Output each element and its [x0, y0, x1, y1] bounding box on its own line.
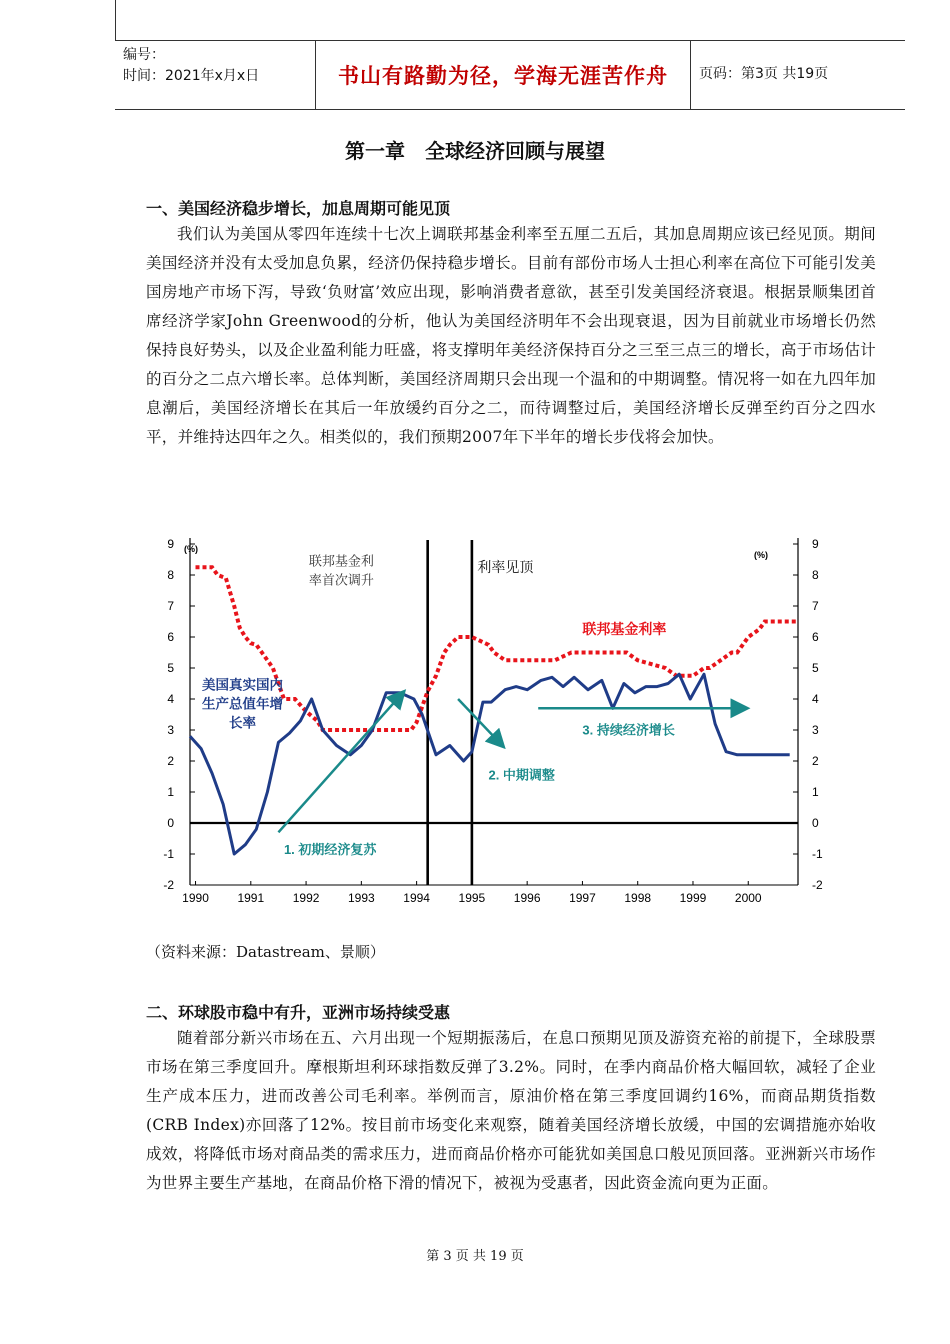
- x-tick-label: 1991: [237, 891, 265, 905]
- first-hike-label-line1: 联邦基金利: [308, 553, 374, 569]
- x-tick-label: 1996: [513, 891, 541, 905]
- y-tick-label-right: -1: [812, 847, 823, 861]
- y-tick-label-right: 9: [812, 537, 819, 551]
- unit-left: (%): [184, 544, 198, 554]
- y-tick-label-left: 8: [167, 568, 174, 582]
- chart-svg: [150, 530, 823, 910]
- y-tick-label-left: 4: [167, 692, 174, 706]
- section2-paragraph: 随着部分新兴市场在五、六月出现一个短期振荡后，在息口预期见顶及游资充裕的前提下，全球股票市场在第三季度回升。摩根斯坦利环球指数反弹了3.2%。同时，在季内商品价格大幅回软，减轻了企业生产成本压力，进而改善公司毛利率。举例而言，原油价格在第三季度回调约16%，而商品期货指数(CRB Index)亦回落了12%。按目前市场变化来观察，随着美国经济增长放缓，中国的宏调措施亦始收成效，将降低市场对商品类的需求压力，进而商品价格亦可能犹如美国息口般见顶回落。亚洲新兴市场作为世界主要生产基地，在商品价格下滑的情况下，被视为受惠者，因此资金流向更为正面。: [146, 1029, 876, 1192]
- x-tick-label: 1995: [458, 891, 486, 905]
- x-tick-label: 1990: [182, 891, 209, 905]
- x-tick-label: 1998: [624, 891, 652, 905]
- x-tick-label: 1992: [292, 891, 320, 905]
- x-tick-label: 1993: [347, 891, 375, 905]
- phase2-label: 2. 中期调整: [488, 767, 555, 783]
- y-tick-label-left: 1: [167, 785, 174, 799]
- header-page-number: 页码：第3页 共19页: [699, 66, 829, 82]
- fed-rate-series-label: 联邦基金利率: [582, 620, 667, 637]
- header-meta: [123, 45, 313, 87]
- y-tick-label-left: 5: [167, 661, 174, 675]
- y-tick-label-left: 9: [167, 537, 174, 551]
- y-tick-label-left: -1: [163, 847, 174, 861]
- x-tick-label: 1997: [569, 891, 596, 905]
- gdp-series-label-line: 美国真实国内: [202, 677, 284, 693]
- y-tick-label-right: 7: [812, 599, 819, 613]
- first-hike-label-line2: 率首次调升: [308, 572, 374, 588]
- page-header: [115, 40, 905, 110]
- fed-funds-rate-line: [196, 567, 799, 730]
- phase1-label: 1. 初期经济复苏: [283, 842, 377, 857]
- y-tick-label-right: 1: [812, 785, 819, 799]
- y-tick-label-right: 3: [812, 723, 819, 737]
- y-tick-label-left: -2: [163, 878, 174, 892]
- header-time: 时间：2021年x月x日: [123, 68, 260, 84]
- gdp-series-label-line: 生产总值年增: [202, 696, 284, 712]
- unit-right: (%): [754, 550, 768, 560]
- phase3-label: 3. 持续经济增长: [582, 722, 675, 738]
- rate-peak-label: 利率见顶: [477, 558, 534, 575]
- y-tick-label-right: -2: [812, 878, 823, 892]
- chapter-title: 第一章 全球经济回顾与展望: [345, 139, 605, 163]
- y-tick-label-right: 8: [812, 568, 819, 582]
- y-tick-label-left: 3: [167, 723, 174, 737]
- gdp-fed-rate-chart: [150, 530, 823, 910]
- section1-paragraph: 我们认为美国从零四年连续十七次上调联邦基金利率至五厘二五后，其加息周期应该已经见顶。期间美国经济并没有太受加息负累，经济仍保持稳步增长。目前有部份市场人士担心利率在高位下可能引发美国房地产市场下泻，导致‘负财富’效应出现，影响消费者意欲，甚至引发美国经济衰退。根据景顺集团首席经济学家John Greenwood的分析，他认为美国经济明年不会出现衰退，因为目前就业市场增长仍然保持良好势头，以及企业盈利能力旺盛，将支撑明年美经济保持百分之三至三点三的增长，高于市场估计的百分之二点六增长率。总体判断，美国经济周期只会出现一个温和的中期调整。情况将一如在九四年加息潮后，美国经济增长在其后一年放缓约百分之二，而待调整过后，美国经济增长反弹至约百分之四水平，并维持达四年之久。相类似的，我们预期2007年下半年的增长步伐将会加快。: [146, 225, 876, 446]
- y-tick-label-left: 6: [167, 630, 174, 644]
- y-tick-label-right: 4: [812, 692, 819, 706]
- gdp-series-label-line: 长率: [229, 715, 257, 731]
- y-tick-label-right: 0: [812, 816, 819, 830]
- y-tick-label-right: 2: [812, 754, 819, 768]
- page-footer: 第 3 页 共 19 页: [426, 1249, 524, 1264]
- header-number: 编号：: [123, 47, 165, 63]
- y-tick-label-right: 6: [812, 630, 819, 644]
- x-tick-label: 1994: [403, 891, 430, 905]
- x-tick-label: 1999: [679, 891, 707, 905]
- y-tick-label-right: 5: [812, 661, 819, 675]
- section1-heading: 一、美国经济稳步增长，加息周期可能见顶: [146, 199, 451, 218]
- header-top-rule: [115, 0, 116, 40]
- phase1-arrow: [278, 693, 402, 833]
- y-tick-label-left: 2: [167, 754, 174, 768]
- phase2-arrow: [458, 699, 502, 746]
- section2-heading: 二、环球股市稳中有升，亚洲市场持续受惠: [146, 1003, 451, 1022]
- y-tick-label-left: 7: [167, 599, 174, 613]
- x-tick-label: 2000: [734, 891, 762, 905]
- source-note: （资料来源：Datastream、景顺）: [146, 943, 385, 961]
- y-tick-label-left: 0: [167, 816, 174, 830]
- header-motto: 书山有路勤为径，学海无涯苦作舟: [315, 41, 691, 109]
